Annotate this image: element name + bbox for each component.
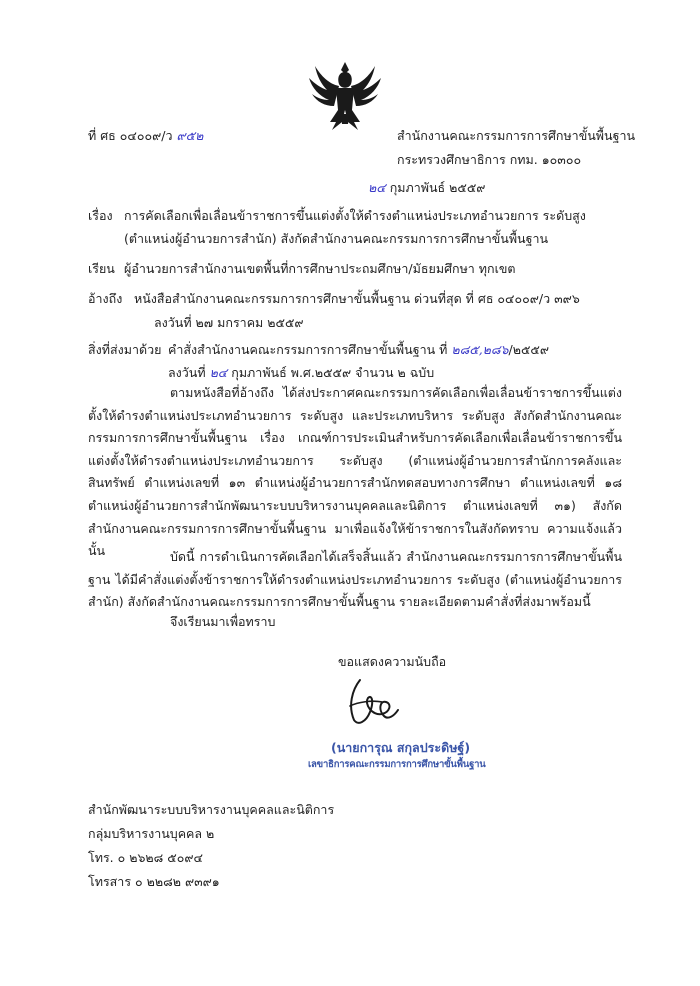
date-month-year: กุมภาพันธ์ ๒๕๕๙: [389, 180, 486, 195]
enclosure-date-prefix: ลงวันที่: [168, 365, 206, 380]
body-paragraph-1-text: ตามหนังสือที่อ้างถึง ได้ส่งประกาศคณะกรรมการคัดเลือกเพื่อเลื่อนข้าราชการขึ้นแต่งตั้งให้ดำรงตำแหน่งประเภทอำนวยการ ระดับสูง และประเภทบริหาร ระดับสูง สังกัดสำนักงานคณะกรรมการการศึกษาขั้นพื้นฐาน เรื่อง เกณฑ์การประเมินสำหรับการคัดเลือกเพื่อเลื่อนข้าราชการขึ้นแต่งตั้งให้ดำรงตำแหน่งประเภทอำนวยการ ระดับสูง (ตำแหน่งผู้อำนวยการสำนักการคลังและสินทรัพย์ ตำแหน่งเลขที่ ๑๓ ตำแหน่งผู้อำนวยการสำนักทดสอบทางการศึกษา ตำแหน่งเลขที่ ๑๘ ตำแหน่งผู้อำนวยการสำนักพัฒนาระบบบริหารงานบุคคลและนิติการ ตำแหน่งเลขที่ ๓๑) สังกัดสำนักงานคณะกรรมการการศึกษาขั้นพื้นฐาน มาเพื่อแจ้งให้ข้าราชการในสังกัดทราบ ความแจ้งแล้ว นั้น: [88, 385, 622, 559]
document-number: [88, 126, 203, 146]
reference-line-1: หนังสือสำนักงานคณะกรรมการการศึกษาขั้นพื้นฐาน ด่วนที่สุด ที่ ศธ ๐๔๐๐๙/ว ๓๙๖: [134, 291, 580, 306]
enclosure-order-number-handwritten: ๒๘๕,๒๘๖: [451, 342, 509, 357]
document-number-handwritten: ๙๕๒: [176, 128, 204, 143]
date-day-handwritten: ๒๔: [368, 180, 386, 195]
handwritten-signature: [342, 676, 402, 728]
body-paragraph-2-text: บัดนี้ การดำเนินการคัดเลือกได้เสร็จสิ้นแล้ว สำนักงานคณะกรรมการการศึกษาขั้นพื้นฐาน ได้มีคำสั่งแต่งตั้งข้าราชการให้ดำรงตำแหน่งประเภทอำนวยการ ระดับสูง (ตำแหน่งผู้อำนวยการสำนัก) สังกัดสำนักงานคณะกรรมการการศึกษาขั้นพื้นฐาน รายละเอียดตามคำสั่งที่ส่งมาพร้อมนี้: [88, 549, 622, 610]
reference-line-2: ลงวันที่ ๒๗ มกราคม ๒๕๕๙: [154, 315, 304, 330]
footer-office: สำนักพัฒนาระบบบริหารงานบุคคลและนิติการ: [88, 802, 335, 817]
enclosure-line-2: [168, 363, 434, 383]
document-number-prefix: ที่ ศธ ๐๔๐๐๙/ว: [88, 128, 173, 143]
reference-label: อ้างถึง: [88, 291, 123, 306]
enclosure-date-handwritten: ๒๔: [209, 365, 228, 380]
body-paragraph-2: [88, 546, 622, 614]
agency-name: สำนักงานคณะกรรมการการศึกษาขั้นพื้นฐาน: [397, 128, 636, 143]
footer-group: กลุ่มบริหารงานบุคคล ๒: [88, 826, 215, 841]
regards-text: ขอแสดงความนับถือ: [338, 654, 447, 669]
closing-line: จึงเรียนมาเพื่อทราบ: [170, 614, 276, 629]
enclosure-label: สิ่งที่ส่งมาด้วย: [88, 342, 162, 357]
signatory-title: เลขาธิการคณะกรรมการการศึกษาขั้นพื้นฐาน: [308, 759, 486, 770]
recipient-label: เรียน: [88, 261, 115, 276]
signatory-name: (นายการุณ สกุลประดิษฐ์): [331, 740, 471, 755]
subject-line-1: การคัดเลือกเพื่อเลื่อนข้าราชการขึ้นแต่งตั้งให้ดำรงตำแหน่งประเภทอำนวยการ ระดับสูง: [124, 208, 586, 223]
enclosure-order-year: /๒๕๕๙: [508, 342, 550, 357]
subject-label: เรื่อง: [88, 208, 113, 223]
enclosure-order-prefix: คำสั่งสำนักงานคณะกรรมการการศึกษาขั้นพื้นฐาน ที่: [168, 342, 448, 357]
subject-line-2: (ตำแหน่งผู้อำนวยการสำนัก) สังกัดสำนักงานคณะกรรมการการศึกษาขั้นพื้นฐาน: [124, 231, 549, 246]
recipient-text: ผู้อำนวยการสำนักงานเขตพื้นที่การศึกษาประถมศึกษา/มัธยมศึกษา ทุกเขต: [124, 261, 516, 276]
agency-address: กระทรวงศึกษาธิการ กทม. ๑๐๓๐๐: [397, 152, 582, 167]
garuda-emblem-icon: [300, 58, 390, 136]
enclosure-line-1: [168, 340, 549, 360]
document-date: [368, 178, 485, 198]
body-paragraph-1: [88, 382, 622, 563]
footer-fax: โทรสาร ๐ ๒๒๘๒ ๙๓๙๑: [88, 874, 220, 889]
enclosure-date-rest: กุมภาพันธ์ พ.ศ.๒๕๕๙ จำนวน ๒ ฉบับ: [231, 365, 435, 380]
footer-telephone: โทร. ๐ ๒๖๒๘ ๕๐๙๔: [88, 850, 203, 865]
